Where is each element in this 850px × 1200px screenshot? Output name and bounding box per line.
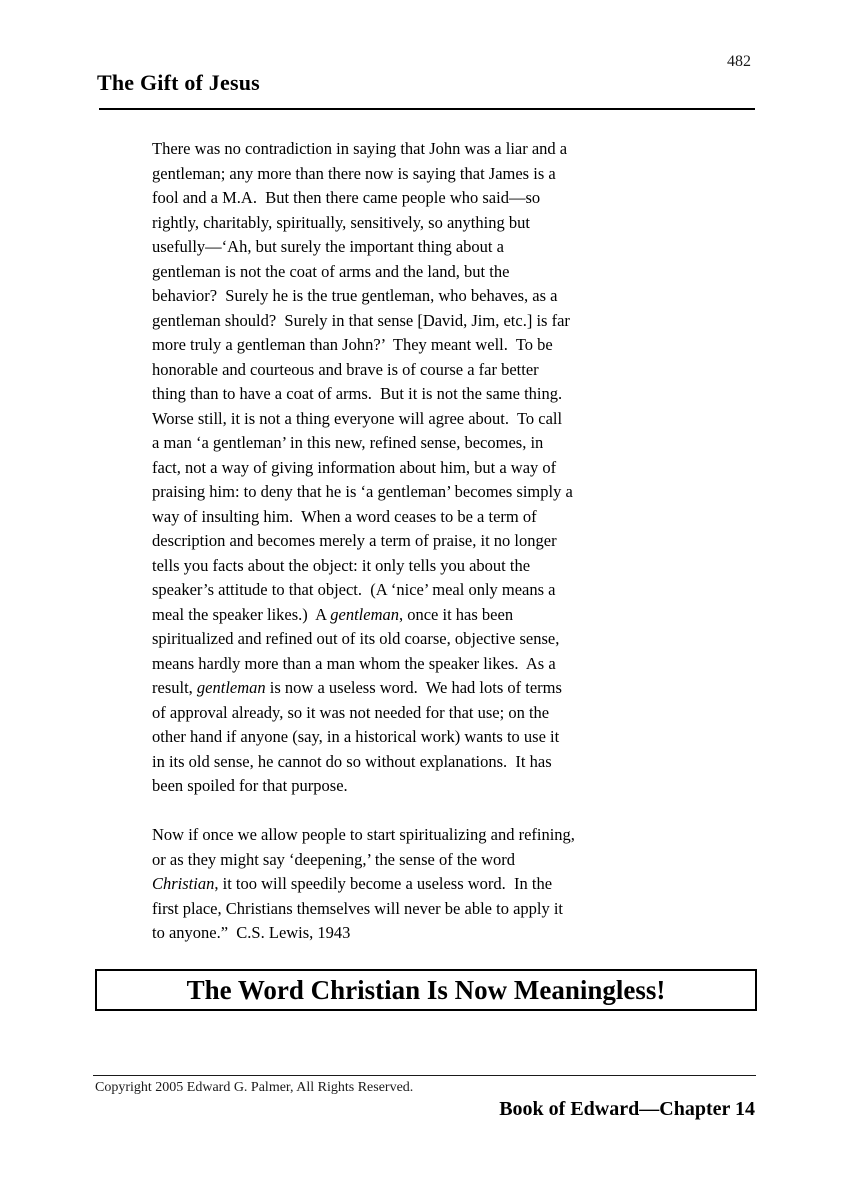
page-title: The Gift of Jesus <box>97 70 260 95</box>
copyright-text: Copyright 2005 Edward G. Palmer, All Rights Reserved. <box>95 1080 414 1095</box>
quote-paragraphs <box>152 137 712 946</box>
headline-banner <box>95 969 757 1011</box>
page-number: 482 <box>727 53 751 70</box>
footer-divider <box>93 1075 756 1076</box>
title-divider <box>99 108 755 110</box>
quote-paragraph: There was no contradiction in saying that John was a liar and a gentleman; any more than there now is saying that James is a fool and a M.A. But then there came people who said—so rightly, charitably, spiritually, sensitively, so anything but usefully—‘Ah, but surely the important thing about a gentleman is not the coat of arms and the land, but the behavior? Surely he is the true gentleman, who behaves, as a gentleman should? Surely in that sense [David, Jim, etc.] is far more truly a gentleman than John?’ They meant well. To be honorable and courteous and brave is of course a far better thing than to have a coat of arms. But it is not the same thing. Worse still, it is not a thing everyone will agree about. To call a man ‘a gentleman’ in this new, refined sense, becomes, in fact, not a way of giving information about him, but a way of praising him: to deny that he is ‘a gentleman’ becomes simply a way of insulting him. When a word ceases to be a term of description and becomes merely a term of praise, it no longer tells you facts about the object: it only tells you about the speaker’s attitude to that object. (A ‘nice’ meal only means a meal the speaker likes.) A gentleman, once it has been spiritualized and refined out of its old coarse, objective sense, means hardly more than a man whom the speaker likes. As a result, gentleman is now a useless word. We had lots of terms of approval already, so it was not needed for that use; on the other hand if anyone (say, in a historical work) wants to use it in its old sense, he cannot do so without explanations. It has been spoiled for that purpose. <box>152 139 573 795</box>
quote-paragraph: Now if once we allow people to start spiritualizing and refining, or as they might say ‘deepening,’ the sense of the word Christian, it too will speedily become a useless word. In the first place, Christians themselves will never be able to apply it to anyone.” C.S. Lewis, 1943 <box>152 825 575 942</box>
headline-text: The Word Christian Is Now Meaningless! <box>186 974 666 1005</box>
book-chapter-text: Book of Edward—Chapter 14 <box>499 1098 755 1120</box>
